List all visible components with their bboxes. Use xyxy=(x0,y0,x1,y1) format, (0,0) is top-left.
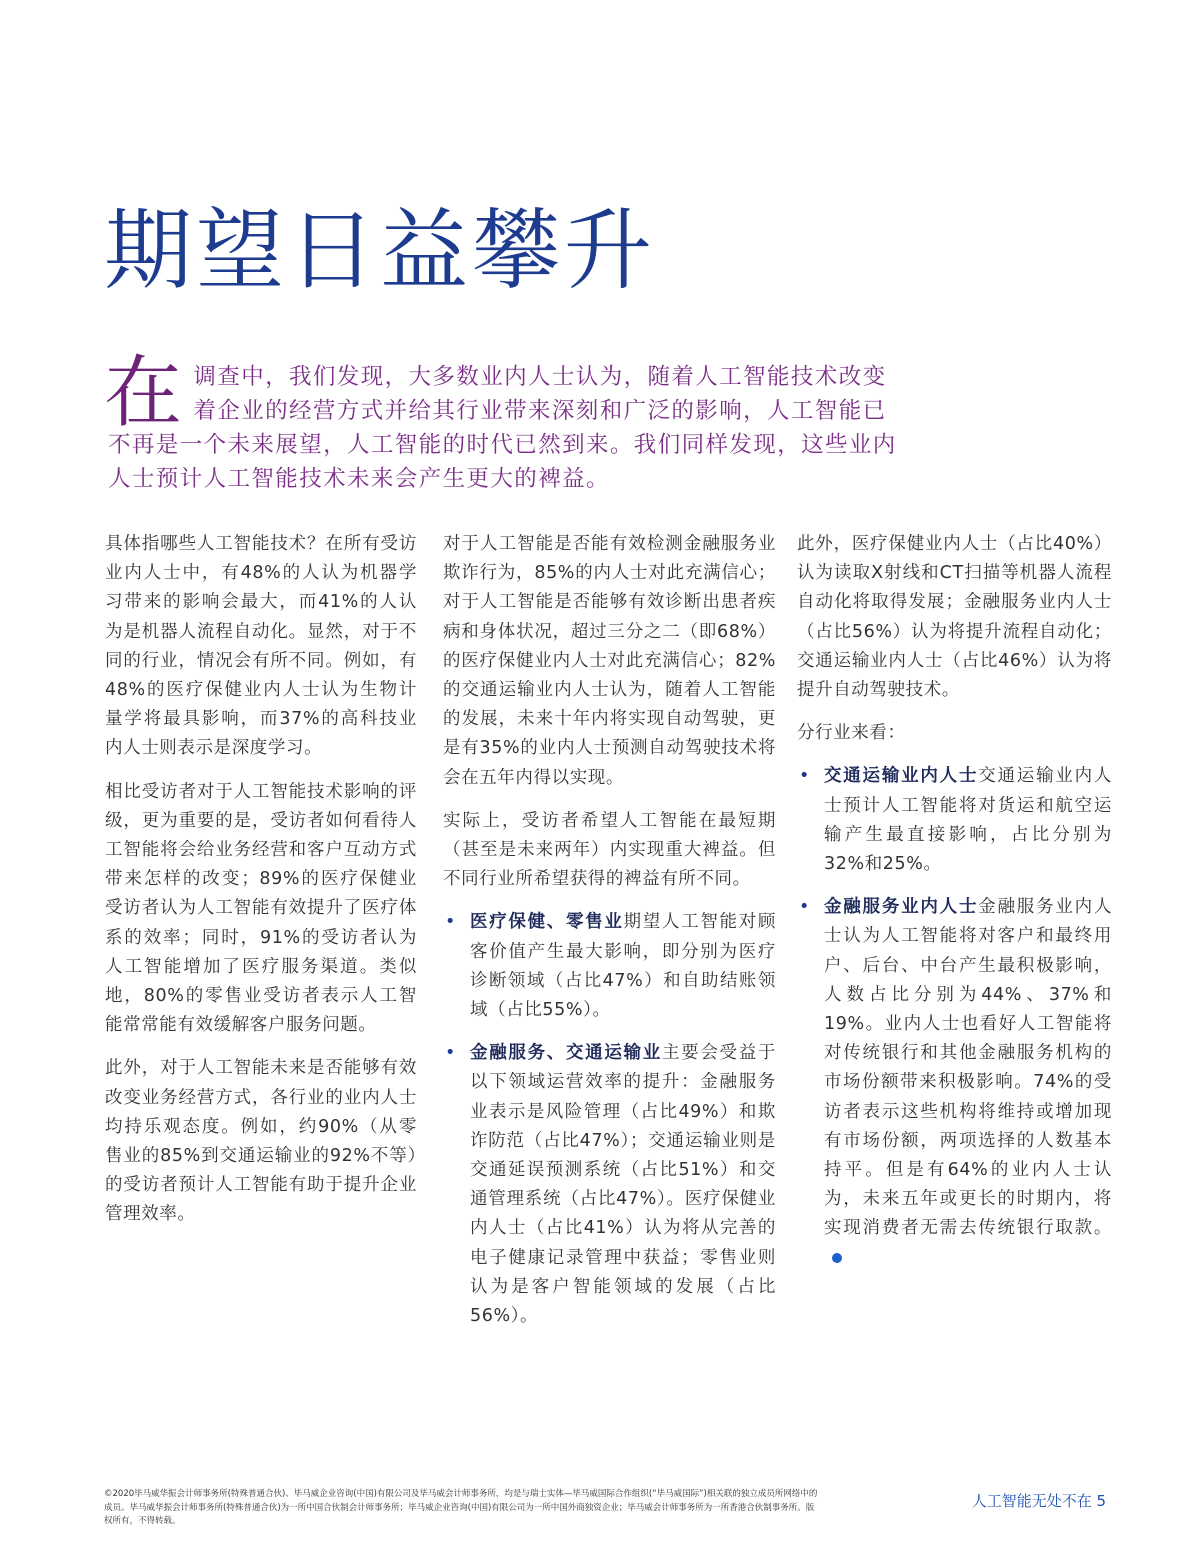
bullet-icon: • xyxy=(799,897,810,918)
paragraph: 相比受访者对于人工智能技术影响的评级，更为重要的是，受访者如何看待人工智能将会给业务经营和客户互动方式带来怎样的改变；89%的医疗保健业受访者认为人工智能有效提升了医疗体系的效率；同时，91%的受访者认为人工智能增加了医疗服务渠道。类似地，80%的零售业受访者表示人工智能常常能有效缓解客户服务问题。 xyxy=(105,781,417,1036)
bullet-heading: 金融服务业内人士 xyxy=(824,897,979,918)
end-mark-icon xyxy=(832,1253,842,1263)
drop-cap: 在 xyxy=(104,348,184,438)
list-item xyxy=(443,1039,776,1331)
bullet-icon: • xyxy=(445,1043,456,1064)
column-3 xyxy=(797,530,1112,1287)
page-number-label: 人工智能无处不在 5 xyxy=(971,1492,1106,1510)
paragraph: 对于人工智能是否能有效检测金融服务业欺诈行为，85%的内人士对此充满信心；对于人工智能是否能够有效诊断出患者疾病和身体状况，超过三分之二（即68%）的医疗保健业内人士对此充满信心；82%的交通运输业内人士认为，随着人工智能的发展，未来十年内将实现自动驾驶，更是有35%的业内人士预测自动驾驶技术将会在五年内得以实现。 xyxy=(443,534,776,788)
bullet-icon: • xyxy=(445,912,456,933)
paragraph: 分行业来看： xyxy=(797,723,906,744)
paragraph: 实际上，受访者希望人工智能在最短期（甚至是未来两年）内实现重大裨益。但不同行业所希望获得的裨益有所不同。 xyxy=(443,810,776,890)
intro-text: 调查中，我们发现，大多数业内人士认为，随着人工智能技术改变着企业的经营方式并给其行业带来深刻和广泛的影响，人工智能已不再是一个未来展望，人工智能的时代已然到来。我们同样发现，这些业内人士预计人工智能技术未来会产生更大的裨益。 xyxy=(108,364,897,492)
bullet-list xyxy=(443,908,776,1331)
column-2 xyxy=(443,530,776,1345)
bullet-text: 交通运输业内人士预计人工智能将对货运和航空运输产生最直接影响，占比分别为32%和25%。 xyxy=(824,766,1112,875)
column-1 xyxy=(105,530,417,1244)
list-item xyxy=(797,893,1112,1273)
bullet-list xyxy=(797,762,1112,1272)
bullet-icon: • xyxy=(799,766,810,787)
bullet-text: 主要会受益于以下领域运营效率的提升：金融服务业表示是风险管理（占比49%）和欺诈防范（占比47%）；交通运输业则是交通延误预测系统（占比51%）和交通管理系统（占比47%）。医疗保健业内人士（占比41%）认为将从完善的电子健康记录管理中获益；零售业则认为是客户智能领域的发展（占比56%）。 xyxy=(470,1043,777,1327)
bullet-text: 期望人工智能对顾客价值产生最大影响，即分别为医疗诊断领域（占比47%）和自助结账领域（占比55%）。 xyxy=(470,912,776,1021)
list-item xyxy=(443,908,776,1025)
copyright-notice: ©2020毕马威华振会计师事务所(特殊普通合伙)、毕马威企业咨询(中国)有限公司及毕马威会计师事务所，均是与瑞士实体—毕马威国际合作组织(“毕马威国际”)相关联的独立成员所网络中的成员。毕马威华振会计师事务所(特殊普通合伙)为一所中国合伙制会计师事务所；毕马威企业咨询(中国)有限公司为一所中国外商独资企业；毕马威会计师事务所为一所香港合伙制事务所。版权所有，不得转载。 xyxy=(104,1489,818,1526)
page-title: 期望日益攀升 xyxy=(104,199,657,302)
bullet-heading: 金融服务、交通运输业 xyxy=(470,1043,662,1064)
bullet-heading: 医疗保健、零售业 xyxy=(470,912,624,933)
bullet-text: 金融服务业内人士认为人工智能将对客户和最终用户、后台、中台产生最积极影响，人数占比分别为44%、37%和19%。业内人士也看好人工智能将对传统银行和其他金融服务机构的市场份额带来积极影响。74%的受访者表示这些机构将维持或增加现有市场份额，两项选择的人数基本持平。但是有64%的业内人士认为，未来五年或更长的时期内，将实现消费者无需去传统银行取款。 xyxy=(824,897,1112,1239)
list-item xyxy=(797,762,1112,879)
intro-paragraph xyxy=(104,348,898,496)
paragraph: 此外，对于人工智能未来是否能够有效改变业务经营方式，各行业的业内人士均持乐观态度。例如，约90%（从零售业的85%到交通运输业的92%不等）的受访者预计人工智能有助于提升企业管理效率。 xyxy=(105,1058,417,1225)
paragraph: 具体指哪些人工智能技术？在所有受访业内人士中，有48%的人认为机器学习带来的影响会最大，而41%的人认为是机器人流程自动化。显然，对于不同的行业，情况会有所不同。例如，有48%的医疗保健业内人士认为生物计量学将最具影响，而37%的高科技业内人士则表示是深度学习。 xyxy=(105,534,417,759)
bullet-heading: 交通运输业内人士 xyxy=(824,766,979,787)
paragraph: 此外，医疗保健业内人士（占比40%）认为读取X射线和CT扫描等机器人流程自动化将取得发展；金融服务业内人士（占比56%）认为将提升流程自动化；交通运输业内人士（占比46%）认为将提升自动驾驶技术。 xyxy=(797,534,1112,701)
